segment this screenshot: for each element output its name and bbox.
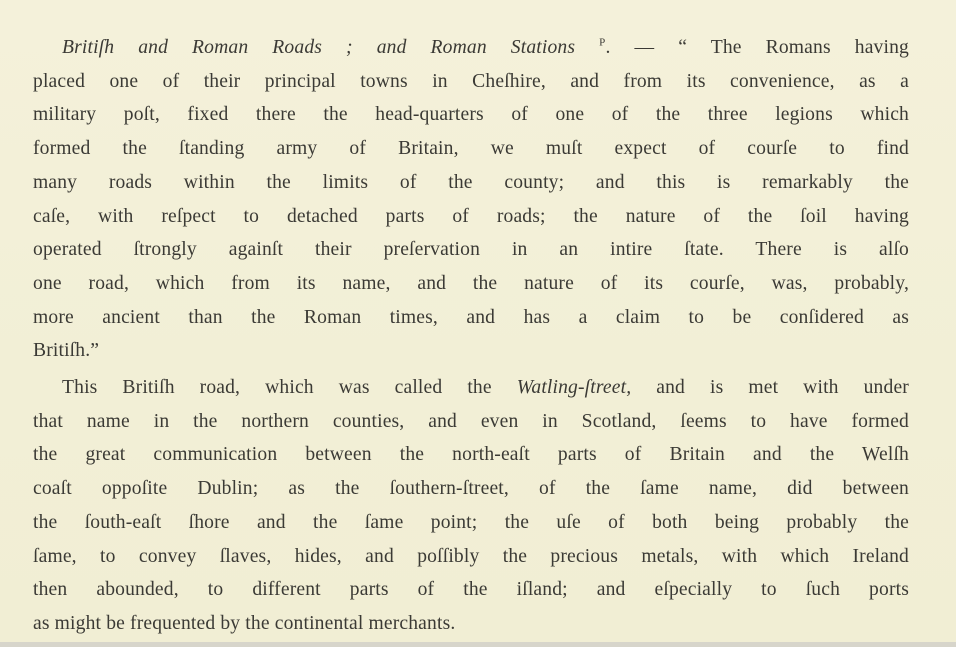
street-name: Watling-ſtreet, [516, 377, 632, 399]
text-line: formed the ſtanding army of Britain, we muſt expect of courſe to find [33, 138, 909, 160]
text-line: Britiſh.” [33, 340, 100, 362]
text-line: coaſt oppoſite Dublin; as the ſouthern-ſtreet, of the ſame name, did between [33, 478, 909, 500]
text-line: as might be frequented by the continental merchants. [33, 612, 456, 634]
paragraph-watling-street [33, 371, 909, 641]
text-line: then abounded, to different parts of the iſland; and eſpecially to ſuch ports [33, 579, 909, 601]
text-line: ſame, to convey ſlaves, hides, and poſſibly the precious metals, with which Ireland [33, 545, 909, 567]
text-line: caſe, with reſpect to detached parts of roads; the nature of the ſoil having [33, 205, 909, 227]
page-bottom-edge [0, 642, 956, 647]
text-line: This Britiſh road, which was called the Watling-ſtreet, and is met with under [62, 377, 909, 399]
text-line: the great communication between the north-eaſt parts of Britain and the Welſh [33, 444, 909, 466]
text-line: one road, which from its name, and the nature of its courſe, was, probably, [33, 272, 909, 294]
paragraph-roads [33, 31, 909, 368]
text-line: many roads within the limits of the county; and this is remarkably the [33, 171, 909, 193]
text-line: military poſt, fixed there the head-quarters of one of the three legions which [33, 104, 909, 126]
text-line: operated ſtrongly againſt their preſervation in an intire ſtate. There is alſo [33, 239, 909, 261]
body-text [33, 31, 909, 641]
text-line: that name in the northern counties, and even in Scotland, ſeems to have formed [33, 410, 909, 432]
text-line: the ſouth-eaſt ſhore and the ſame point; the uſe of both being probably the [33, 511, 909, 533]
section-heading: Britiſh and Roman Roads ; and Roman Stations [62, 37, 576, 58]
text-line: placed one of their principal towns in Cheſhire, and from its convenience, as a [33, 70, 909, 92]
text-line: more ancient than the Roman times, and has a claim to be conſidered as [33, 306, 909, 328]
footnote-marker: P [599, 36, 606, 49]
text-line: Britiſh and Roman Roads ; and Roman Stations $^P$. — “ The Romans having [62, 36, 909, 58]
